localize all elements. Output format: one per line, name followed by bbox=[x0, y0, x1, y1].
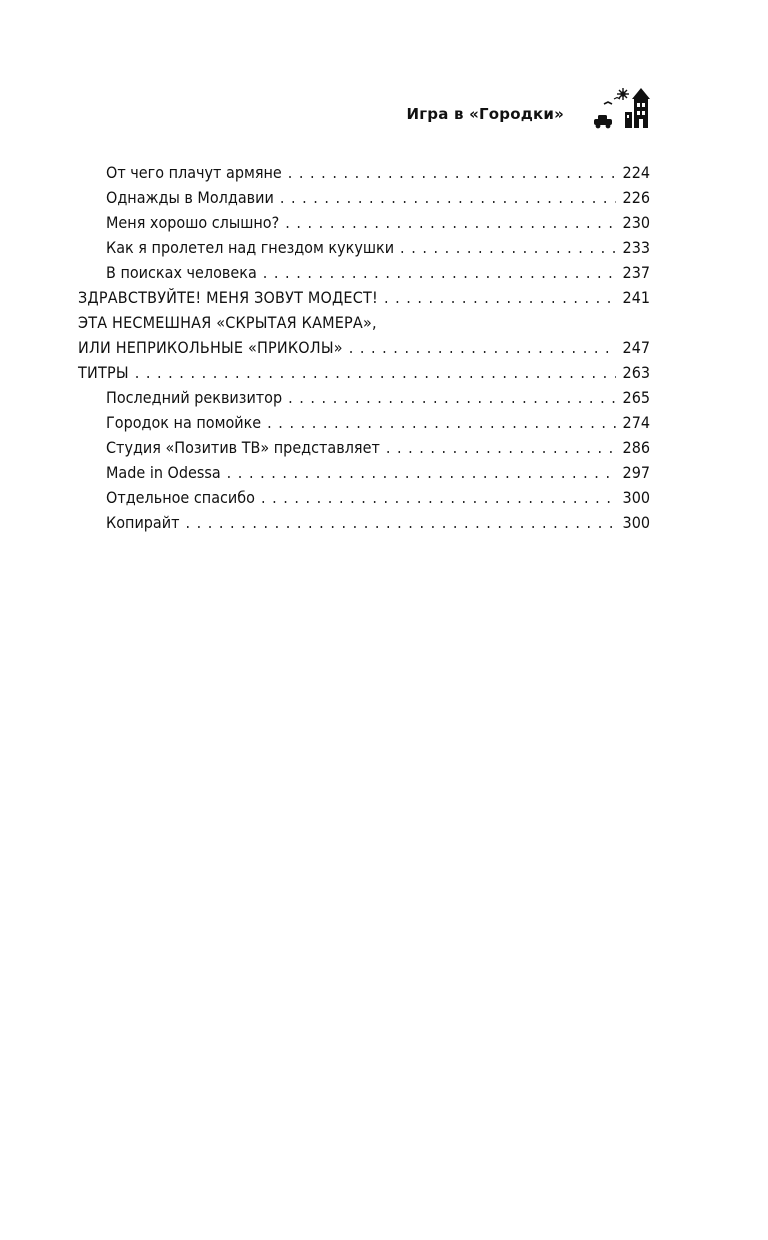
dot-leader bbox=[185, 510, 616, 535]
toc-entry-page: 237 bbox=[622, 263, 650, 282]
toc-entry-page: 224 bbox=[622, 163, 650, 182]
toc-entry-title: Студия «Позитив ТВ» представляет bbox=[106, 438, 380, 457]
dot-leader bbox=[288, 385, 616, 410]
toc-entry[interactable] bbox=[78, 210, 650, 235]
toc-entry-title: Последний реквизитор bbox=[106, 388, 283, 407]
table-of-contents bbox=[78, 160, 650, 535]
toc-entry-title: Made in Odessa bbox=[106, 463, 221, 482]
dot-leader bbox=[349, 335, 616, 360]
dot-leader bbox=[261, 485, 616, 510]
toc-entry[interactable] bbox=[78, 485, 650, 510]
toc-entry-page: 241 bbox=[622, 288, 650, 307]
toc-chapter-entry[interactable] bbox=[78, 360, 650, 385]
toc-entry-title: ЭТА НЕСМЕШНАЯ «СКРЫТАЯ КАМЕРА», bbox=[78, 313, 377, 332]
toc-entry[interactable] bbox=[78, 185, 650, 210]
toc-entry-title: ЗДРАВСТВУЙТЕ! МЕНЯ ЗОВУТ МОДЕСТ! bbox=[78, 288, 378, 307]
dot-leader bbox=[280, 185, 616, 210]
town-skyline-icon bbox=[584, 86, 656, 130]
toc-entry-title: Отдельное спасибо bbox=[106, 488, 255, 507]
toc-entry-page: 286 bbox=[622, 438, 650, 457]
toc-entry-title: Копирайт bbox=[106, 513, 180, 532]
toc-entry[interactable] bbox=[78, 160, 650, 185]
running-header bbox=[0, 86, 768, 130]
dot-leader bbox=[288, 160, 616, 185]
toc-entry-page: 230 bbox=[622, 213, 650, 232]
dot-leader bbox=[386, 435, 616, 460]
toc-entry-title: Меня хорошо слышно? bbox=[106, 213, 280, 232]
toc-entry-title: Городок на помойке bbox=[106, 413, 262, 432]
toc-entry[interactable] bbox=[78, 260, 650, 285]
toc-entry-title: От чего плачут армяне bbox=[106, 163, 282, 182]
toc-entry-title: Как я пролетел над гнездом кукушки bbox=[106, 238, 395, 257]
toc-entry-title: ТИТРЫ bbox=[78, 363, 129, 382]
dot-leader bbox=[135, 360, 616, 385]
toc-entry-page: 226 bbox=[622, 188, 650, 207]
toc-entry-page: 233 bbox=[622, 238, 650, 257]
dot-leader bbox=[267, 410, 616, 435]
dot-leader bbox=[227, 460, 616, 485]
toc-entry-page: 247 bbox=[622, 338, 650, 357]
toc-entry[interactable] bbox=[78, 410, 650, 435]
toc-chapter-entry[interactable] bbox=[78, 285, 650, 310]
running-header-title: Игра в «Городки» bbox=[406, 105, 564, 123]
toc-entry-page: 263 bbox=[622, 363, 650, 382]
toc-entry[interactable] bbox=[78, 460, 650, 485]
dot-leader bbox=[285, 210, 616, 235]
toc-entry-page: 300 bbox=[622, 513, 650, 532]
toc-entry-title: В поисках человека bbox=[106, 263, 257, 282]
toc-entry[interactable] bbox=[78, 235, 650, 260]
toc-entry-title: Однажды в Молдавии bbox=[106, 188, 274, 207]
toc-entry[interactable] bbox=[78, 385, 650, 410]
toc-chapter-entry-line2[interactable] bbox=[78, 335, 650, 360]
toc-entry-title: ИЛИ НЕПРИКОЛЬНЫЕ «ПРИКОЛЫ» bbox=[78, 338, 343, 357]
toc-chapter-entry-line1[interactable] bbox=[78, 310, 650, 335]
dot-leader bbox=[263, 260, 616, 285]
toc-entry[interactable] bbox=[78, 435, 650, 460]
toc-entry-page: 274 bbox=[622, 413, 650, 432]
toc-entry[interactable] bbox=[78, 510, 650, 535]
toc-entry-page: 265 bbox=[622, 388, 650, 407]
toc-entry-page: 300 bbox=[622, 488, 650, 507]
dot-leader bbox=[384, 285, 616, 310]
dot-leader bbox=[400, 235, 616, 260]
toc-entry-page: 297 bbox=[622, 463, 650, 482]
